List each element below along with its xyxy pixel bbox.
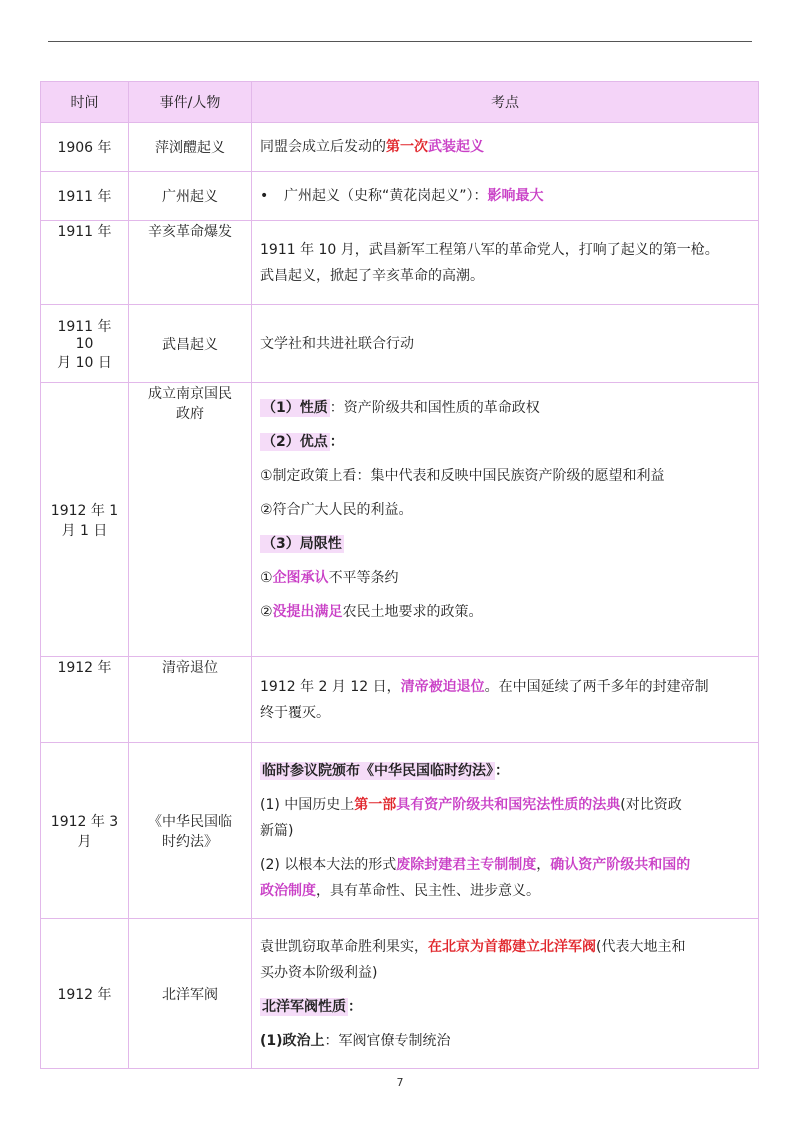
table-row [41, 383, 759, 657]
cell-point: • 广州起义（史称“黄花岗起义”）：影响最大 [252, 172, 759, 221]
cell-event: 辛亥革命爆发 [129, 221, 252, 305]
cell-time: 1912 年 1 月 1 日 [41, 383, 129, 657]
cell-point: 1912 年 2 月 12 日，清帝被迫退位。在中国延续了两千多年的封建帝制 终于覆灭。 [252, 657, 759, 743]
cell-time: 1912 年 [41, 919, 129, 1069]
table-row [41, 221, 759, 305]
cell-time: 1912 年 3 月 [41, 743, 129, 919]
cell-point: 临时参议院颁布《中华民国临时约法》 ： (1) 中国历史上第一部具有资产阶级共和国宪法性质的法典(对比资政 新篇) (2) 以根本大法的形式废除封建君主专制制度，确认资产阶级共和国的 政治制度，具有革命性、民主性、进步意义。 [252, 743, 759, 919]
table-header-row [41, 82, 759, 123]
table-row [41, 305, 759, 383]
header-rule [48, 41, 752, 42]
bullet-icon: • [260, 188, 269, 204]
cell-time: 1906 年 [41, 123, 129, 172]
cell-event: 武昌起义 [129, 305, 252, 383]
cell-time: 1911 年 10 月 10 日 [41, 305, 129, 383]
cell-point: 袁世凯窃取革命胜利果实，在北京为首都建立北洋军阀(代表大地主和 买办资本阶级利益) 北洋军阀性质 ： (1)政治上：军阀官僚专制统治 [252, 919, 759, 1069]
cell-point: 同盟会成立后发动的第一次武装起义 [252, 123, 759, 172]
cell-event: 北洋军阀 [129, 919, 252, 1069]
cell-point: 1911 年 10 月，武昌新军工程第八军的革命党人，打响了起义的第一枪。 武昌起义，掀起了辛亥革命的高潮。 [252, 221, 759, 305]
cell-time: 1912 年 [41, 657, 129, 743]
history-table [40, 81, 759, 1069]
cell-time: 1911 年 [41, 221, 129, 305]
table-row [41, 123, 759, 172]
cell-event: 成立南京国民 政府 [129, 383, 252, 657]
table-row [41, 919, 759, 1069]
cell-point: 文学社和共进社联合行动 [252, 305, 759, 383]
table-row [41, 172, 759, 221]
cell-event: 萍浏醴起义 [129, 123, 252, 172]
header-event: 事件/人物 [129, 82, 252, 123]
cell-point: （1）性质 ：资产阶级共和国性质的革命政权 （2）优点 ： ①制定政策上看：集中代表和反映中国民族资产阶级的愿望和利益 ②符合广大人民的利益。 （3）局限性 ①企图承认不平等条约 ②没提出满足农民土地要求的政策。 [252, 383, 759, 657]
header-time: 时间 [41, 82, 129, 123]
page-number: 7 [396, 1076, 404, 1089]
cell-event: 广州起义 [129, 172, 252, 221]
table-row [41, 657, 759, 743]
cell-time: 1911 年 [41, 172, 129, 221]
header-point: 考点 [252, 82, 759, 123]
table-row [41, 743, 759, 919]
cell-event: 清帝退位 [129, 657, 252, 743]
cell-event: 《中华民国临 时约法》 [129, 743, 252, 919]
